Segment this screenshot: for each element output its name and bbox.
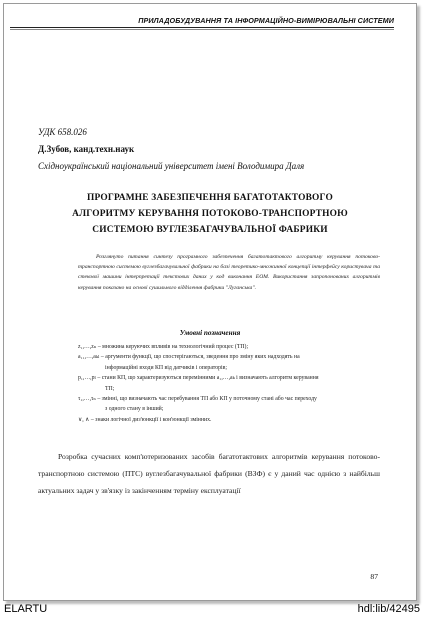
notation-item: p₁,…,pₗ – стани КП, що характеризуються перемінними a₁,…,aₖ і визначають алгоритм керування — [78, 375, 319, 382]
document-page — [3, 3, 417, 601]
article-title — [44, 190, 376, 238]
header-rule-secondary — [10, 29, 394, 30]
running-header: ПРИЛАДОБУДУВАННЯ ТА ІНФОРМАЦІЙНО-ВИМІРЮВАЛЬНІ СИСТЕМИ — [138, 16, 394, 25]
title-line: ПРОГРАМНЕ ЗАБЕЗПЕЧЕННЯ БАГАТОТАКТОВОГО — [87, 193, 333, 203]
repository-label: ELARTU — [4, 603, 48, 615]
notation-item-continuation: ТП; — [105, 385, 115, 392]
author-line: Д.Зубов, канд.техн.наук — [38, 144, 135, 154]
notation-list — [78, 342, 380, 425]
notation-item: τ₁,…,τₙ – змінні, що визначають час перебування ТП або КП у поточному стані або час переходу — [78, 396, 317, 403]
page-number: 87 — [370, 572, 378, 581]
notation-item: z₁,…,zₙ – множина керуючих впливів на технологічний процес (ТП); — [78, 344, 249, 350]
body-paragraph: Розробка сучасних комп'ютеризованих засобів багатотактових алгоритмів керування потоково-транспортною системою (ПТС) вуглезбагачувальної фабрики (ВЗФ) є у даний час однією з найбільш актуальних задач у зв'язку із закінченням терміну експлуатації — [38, 452, 380, 495]
notation-item-continuation: інформаційні входи КП від датчиків і операторів; — [105, 364, 227, 371]
title-line: СИСТЕМОЮ ВУГЛЕЗБАГАЧУВАЛЬНОЇ ФАБРИКИ — [92, 225, 328, 235]
handle-identifier: hdl:lib/42495 — [357, 603, 420, 615]
title-line: АЛГОРИТМУ КЕРУВАННЯ ПОТОКОВО-ТРАНСПОРТНОЮ — [72, 209, 348, 219]
abstract: Розглянуто питання синтезу програмного забезпечення багатотактового алгоритму керування потоково-транспортною системою вуглезбагачувальної фабрики на базі теоретико-множинної концепції інтерфейсу користувача та стекової машини інтерпретації текстових даних у код виконання ЕОМ. Використання запропонованих алгоритмів керування показано на основі сушильного відділення фабрики "Луганська". — [78, 254, 380, 291]
notation-item: ∨, ∧ – знаки логічної диз'юнкції і кон'юнкції змінних. — [78, 416, 212, 423]
header-rule — [10, 27, 394, 28]
footer-bar — [0, 601, 424, 620]
notation-item-continuation: з одного стану в інший; — [105, 406, 164, 413]
notation-item: a₁₁,…,aₖₗ – аргументи функції, що спостерігаються, зведення про зміну яких надходять на — [78, 354, 300, 361]
udk-code: УДК 658.026 — [38, 127, 87, 137]
notation-heading: Умовні позначення — [179, 329, 241, 337]
affiliation-line: Східноукраїнський національний університет імені Володимира Даля — [38, 161, 305, 171]
